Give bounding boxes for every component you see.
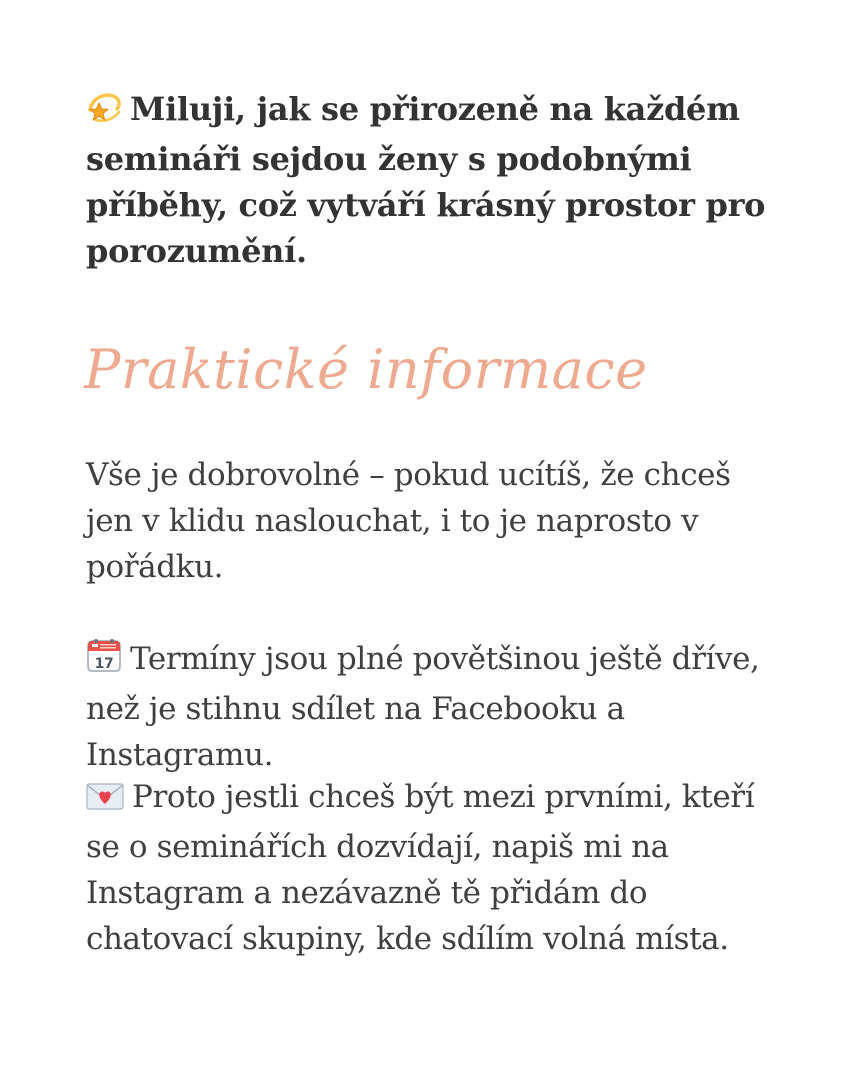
- voluntary-paragraph: Vše je dobrovolné – pokud ucítíš, že chceš jen v klidu naslouchat, i to je naprosto v pořádku.: [86, 457, 731, 585]
- dates-text: Termíny jsou plné povětšinou ještě dříve, než je stihnu sdílet na Facebooku a Instagramu.: [86, 641, 760, 773]
- signup-paragraph: [86, 774, 786, 962]
- section-heading: Praktické informace: [84, 338, 648, 401]
- dizzy-star-icon: [86, 90, 122, 136]
- intro-paragraph: [86, 86, 776, 274]
- intro-text: Miluji, jak se přirozeně na každém semináři sejdou ženy s podobnými příběhy, což vytváří krásný prostor pro porozumění.: [86, 90, 766, 270]
- signup-text: Proto jestli chceš být mezi prvními, kteří se o seminářích dozvídají, napiš mi na Instagram a nezávazně tě přidám do chatovací skupiny, kde sdílím volná místa.: [86, 779, 755, 957]
- love-letter-icon: [86, 778, 124, 824]
- calendar-icon: [86, 637, 122, 686]
- svg-text:17: 17: [94, 656, 114, 672]
- dates-paragraph: [86, 636, 786, 778]
